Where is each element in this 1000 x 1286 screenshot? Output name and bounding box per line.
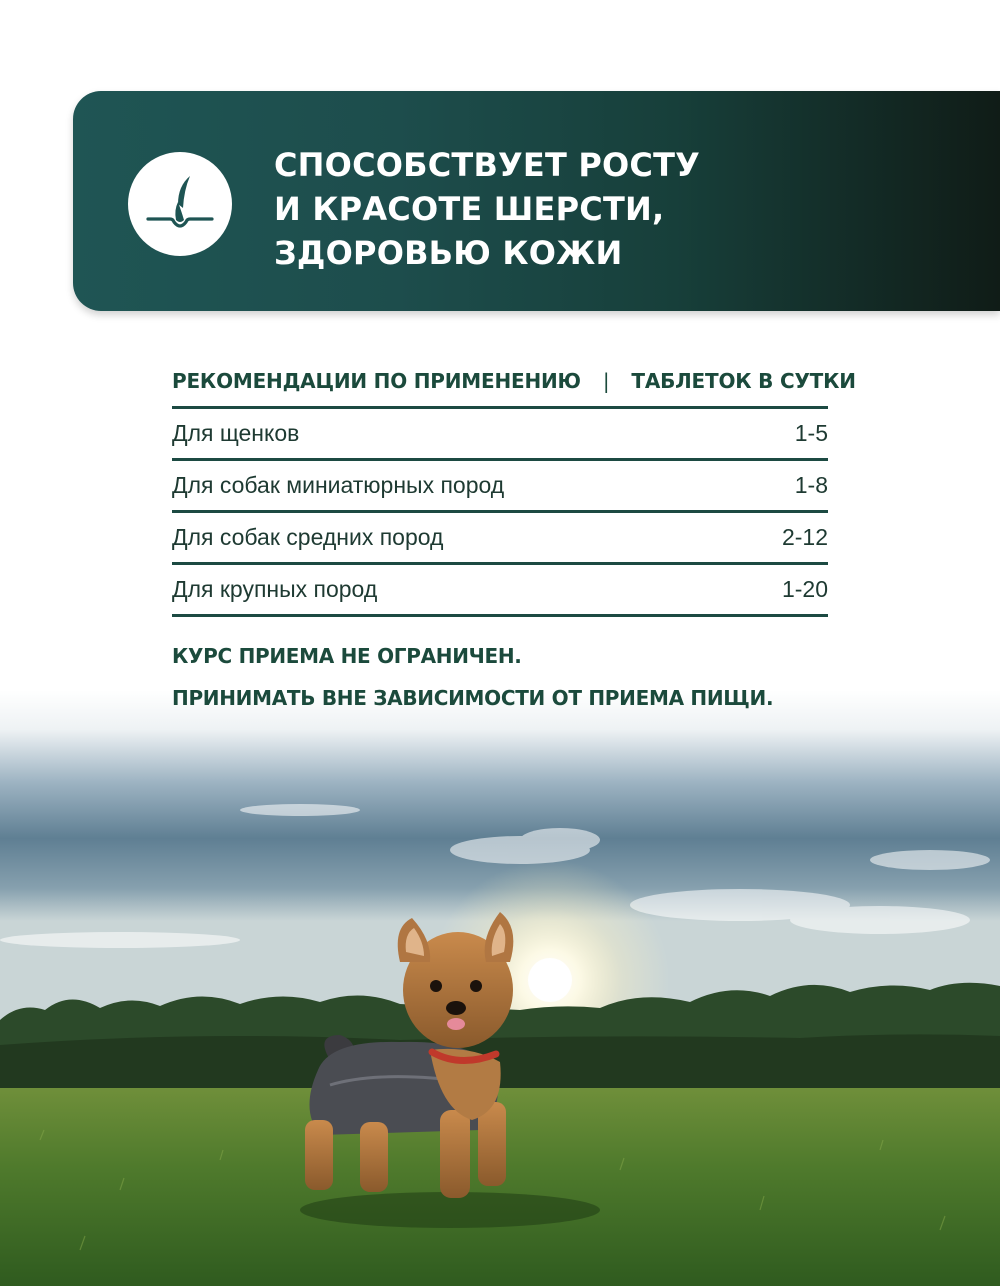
row-label: Для щенков: [172, 420, 300, 446]
header-tablets-per-day: ТАБЛЕТОК В СУТКИ: [631, 369, 856, 393]
row-label: Для собак миниатюрных пород: [172, 472, 505, 498]
row-label: Для собак средних пород: [172, 524, 444, 550]
row-value: 1-8: [794, 472, 828, 498]
table-row: [172, 565, 828, 614]
banner-title: [274, 143, 700, 275]
header-separator: |: [602, 369, 610, 393]
table-row: [172, 513, 828, 562]
usage-notes: [172, 638, 773, 716]
hair-follicle-icon: [128, 152, 232, 256]
table-divider: [172, 614, 828, 617]
table-header: [172, 356, 856, 406]
banner-title-line-1: СПОСОБСТВУЕТ РОСТУ: [274, 146, 700, 184]
header-recommendations: РЕКОМЕНДАЦИИ ПО ПРИМЕНЕНИЮ: [172, 369, 581, 393]
table-row: [172, 409, 828, 458]
note-course: КУРС ПРИЕМА НЕ ОГРАНИЧЕН.: [172, 644, 522, 668]
benefit-banner: [73, 91, 1000, 311]
note-food: ПРИНИМАТЬ ВНЕ ЗАВИСИМОСТИ ОТ ПРИЕМА ПИЩИ.: [172, 686, 774, 710]
row-label: Для крупных пород: [172, 576, 378, 602]
row-value: 1-5: [794, 420, 828, 446]
dosage-table: [172, 356, 856, 617]
row-value: 2-12: [781, 524, 828, 550]
banner-title-line-3: ЗДОРОВЬЮ КОЖИ: [274, 234, 623, 272]
table-row: [172, 461, 828, 510]
dog-on-lawn-photo: [0, 690, 1000, 1286]
row-value: 1-20: [781, 576, 828, 602]
banner-title-line-2: И КРАСОТЕ ШЕРСТИ,: [274, 190, 665, 228]
